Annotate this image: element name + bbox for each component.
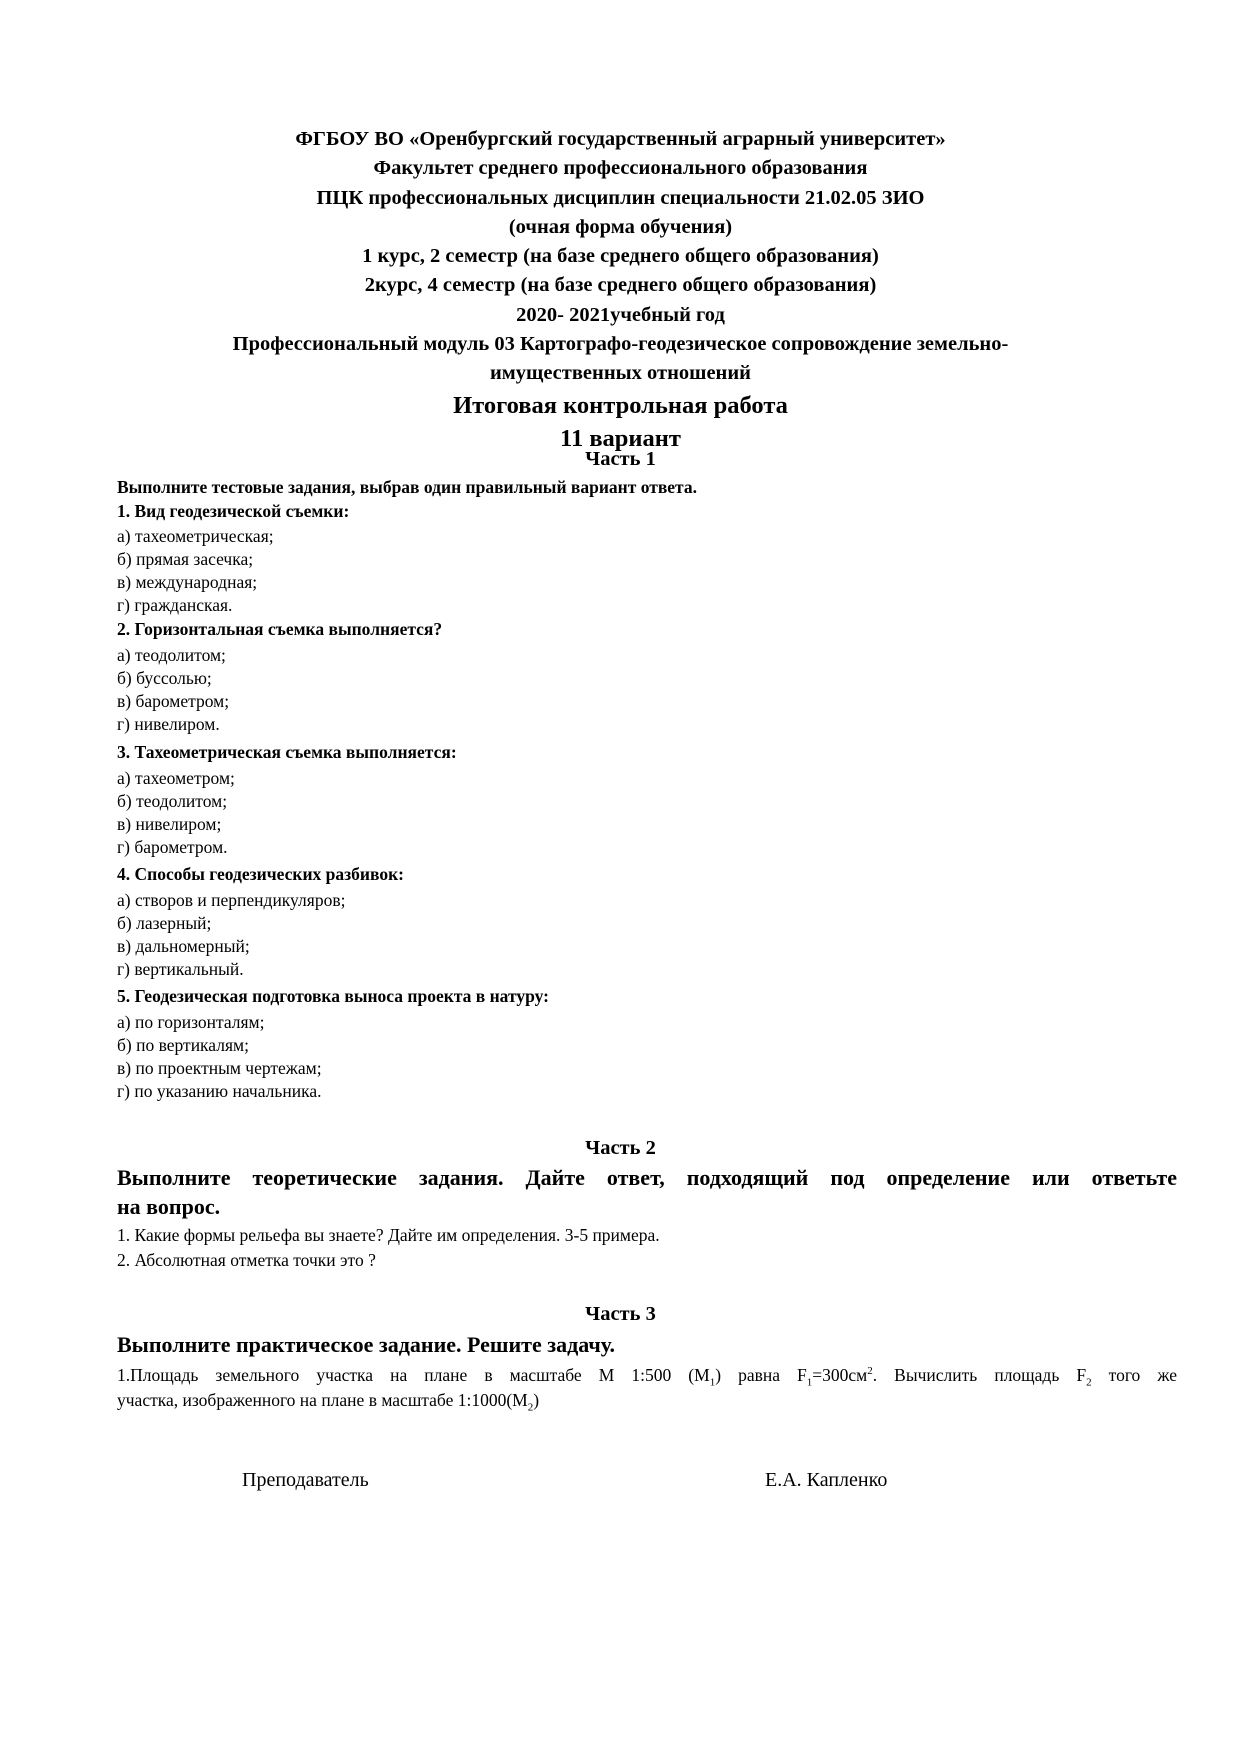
course-semester-1: 1 курс, 2 семестр (на базе среднего общего образования) <box>362 245 879 268</box>
variant-number: 11 вариант <box>560 424 681 452</box>
question-4: 4. Способы геодезических разбивок: <box>117 864 404 884</box>
document-header <box>0 125 1241 455</box>
question-1-option-b: б) прямая засечка; <box>117 549 254 569</box>
question-2-option-c: в) барометром; <box>117 691 230 711</box>
question-5-option-c: в) по проектным чертежам; <box>117 1058 322 1078</box>
document-title: Итоговая контрольная работа <box>453 391 788 419</box>
question-2-option-b: б) буссолью; <box>117 668 212 688</box>
question-5-option-b: б) по вертикалям; <box>117 1035 249 1055</box>
question-1-option-c: в) международная; <box>117 572 258 592</box>
question-5-option-d: г) по указанию начальника. <box>117 1081 322 1101</box>
question-1-option-a: а) тахеометрическая; <box>117 526 274 546</box>
part2-title: Часть 2 <box>585 1137 656 1159</box>
question-2: 2. Горизонтальная съемка выполняется? <box>117 619 443 639</box>
question-3-option-a: а) тахеометром; <box>117 768 235 788</box>
department-name: ПЦК профессиональных дисциплин специальности 21.02.05 ЗИО <box>316 186 925 209</box>
question-2-option-d: г) нивелиром. <box>117 714 220 734</box>
question-4-option-c: в) дальномерный; <box>117 936 250 956</box>
course-semester-2: 2курс, 4 семестр (на базе среднего общего образования) <box>364 274 877 297</box>
part1-instruction: Выполните тестовые задания, выбрав один правильный вариант ответа. <box>117 477 697 497</box>
question-2-option-a: а) теодолитом; <box>117 645 226 665</box>
part3-task-line1: 1.Площадь земельного участка на плане в масштабе М 1:500 $(М_1)$ равна $F_1=300см^2$. Вычислить площадь $F_2$ того же <box>117 1365 1177 1389</box>
part2-task-2: 2. Абсолютная отметка точки это ? <box>117 1250 376 1270</box>
question-4-option-b: б) лазерный; <box>117 913 212 933</box>
study-form: (очная форма обучения) <box>508 215 733 238</box>
signature-role: Преподаватель <box>242 1469 369 1491</box>
part2-instruction-line1: Выполните теоретические задания. Дайте ответ, подходящий под определение или ответьте <box>117 1165 1177 1190</box>
part3-title: Часть 3 <box>585 1303 656 1325</box>
question-3-option-d: г) барометром. <box>117 837 228 857</box>
question-5: 5. Геодезическая подготовка выноса проекта в натуру: <box>117 986 549 1006</box>
part2-task-1: 1. Какие формы рельефа вы знаете? Дайте им определения. 3-5 примера. <box>117 1225 660 1245</box>
signature-name: Е.А. Капленко <box>765 1469 888 1491</box>
question-4-option-d: г) вертикальный. <box>117 959 244 979</box>
question-3-option-c: в) нивелиром; <box>117 814 222 834</box>
question-1: 1. Вид геодезической съемки: <box>117 501 350 521</box>
part3-instruction: Выполните практическое задание. Решите задачу. <box>117 1332 616 1357</box>
question-3: 3. Тахеометрическая съемка выполняется: <box>117 742 457 762</box>
part2-instruction-line2: на вопрос. <box>117 1194 221 1219</box>
question-4-option-a: а) створов и перпендикуляров; <box>117 890 346 910</box>
part1-title: Часть 1 <box>585 448 656 470</box>
question-1-option-d: г) гражданская. <box>117 595 233 615</box>
question-3-option-b: б) теодолитом; <box>117 791 228 811</box>
university-name: ФГБОУ ВО «Оренбургский государственный аграрный университет» <box>295 128 946 150</box>
question-5-option-a: а) по горизонталям; <box>117 1012 265 1032</box>
module-title-line1: Профессиональный модуль 03 Картографо-геодезическое сопровождение земельно- <box>232 333 1009 356</box>
part3-task-line2: участка, изображенного на плане в масштабе $1:1000(М_2)$ <box>117 1390 540 1414</box>
academic-year: 2020- 2021учебный год <box>516 303 725 326</box>
module-title-line2: имущественных отношений <box>490 362 751 385</box>
faculty-name: Факультет среднего профессионального образования <box>373 157 868 180</box>
